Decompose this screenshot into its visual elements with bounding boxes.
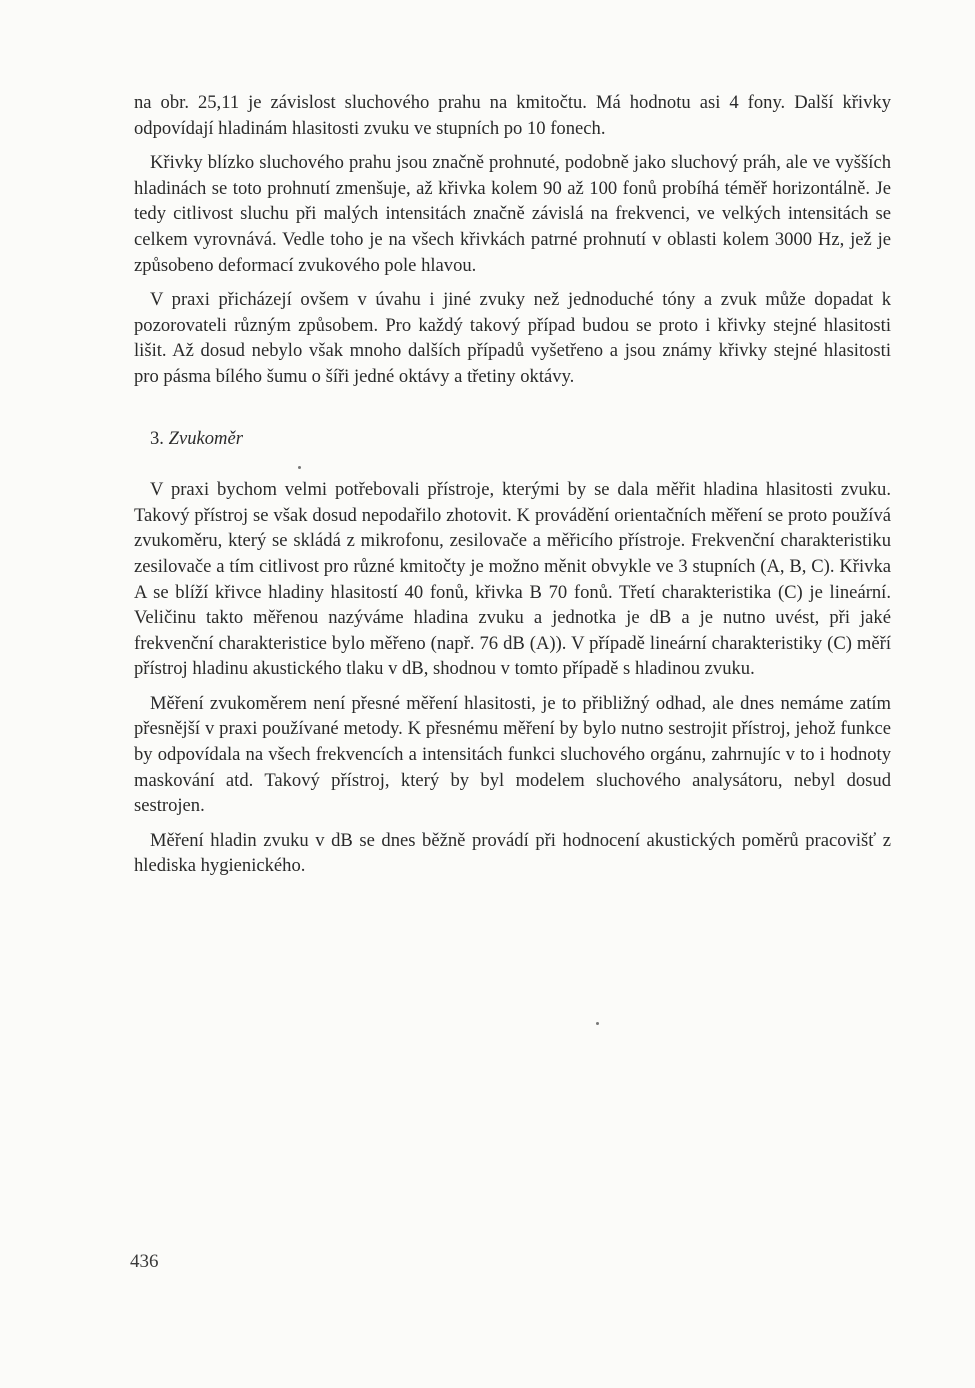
paragraph-4: V praxi bychom velmi potřebovali přístroje, kterými by se dala měřit hladina hlasitosti zvuku. Takový přístroj se však dosud nepodařilo zhotovit. K provádění orientačních měření se proto používá zvukoměru, který se skládá z mikrofonu, zesilovače a měřicího přístroje. Frekvenční charakteristiku zesilovače a tím citlivost pro různé kmitočty je možno měnit obvykle ve 3 stupních (A, B, C). Křivka A se blíží křivce hladiny hlasitostí 40 fonů, křivka B 70 fonů. Třetí charakteristika (C) je lineární. Veličinu takto měřenou nazýváme hladina zvuku a jednotka je dB a je nutno uvést, při jaké frekvenční charakteristice bylo měřeno (např. 76 dB (A)). V případě lineární charakteristiky (C) měří přístroj hladinu akustického tlaku v dB, shodnou v tomto případě s hladinou zvuku. — [134, 479, 891, 680]
paragraph-6: Měření hladin zvuku v dB se dnes běžně provádí při hodnocení akustických poměrů pracovišť z hlediska hygienického. — [134, 829, 891, 877]
page-number: 436 — [130, 1251, 159, 1272]
page-text — [134, 90, 891, 879]
paragraph-2: Křivky blízko sluchového prahu jsou značně prohnuté, podobně jako sluchový práh, ale ve vyšších hladinách se toto prohnutí zmenšuje, až křivka kolem 90 až 100 fonů probíhá téměř horizontálně. Je tedy citlivost sluchu při malých intensitách značně závislá na frekvenci, ve velkých intensitách se celkem vyrovnává. Vedle toho je na všech křivkách patrné prohnutí v oblasti kolem 3000 Hz, jež je způsobeno deformací zvukového pole hlavou. — [134, 152, 891, 276]
paragraph-5: Měření zvukoměrem není přesné měření hlasitosti, je to přibližný odhad, ale dnes nemáme zatím přesnější v praxi používané metody. K přesnému měření by bylo nutno sestrojit přístroj, jehož funkce by odpovídala na všech frekvencích a intensitách funkci sluchového orgánu, zahrnujíc v to i hodnoty maskování atd. Takový přístroj, který by byl modelem sluchového analysátoru, nebyl dosud sestrojen. — [134, 692, 891, 817]
section-title: Zvukoměr — [168, 427, 243, 449]
paragraph-1: na obr. 25,11 je závislost sluchového prahu na kmitočtu. Má hodnotu asi 4 fony. Další křivky odpovídají hladinám hlasitosti zvuku ve stupních po 10 fonech. — [134, 92, 891, 139]
print-speck — [596, 1022, 599, 1025]
section-number: 3. — [150, 427, 164, 449]
section-heading — [150, 426, 891, 452]
paragraph-3: V praxi přicházejí ovšem v úvahu i jiné zvuky než jednoduché tóny a zvuk může dopadat k pozorovateli různým způsobem. Pro každý takový případ budou se proto i křivky stejné hlasitosti lišit. Až dosud nebylo však mnoho dalších případů vyšetřeno a jsou známy křivky stejné hlasitosti pro pásma bílého šumu o šíři jedné oktávy a třetiny oktávy. — [134, 289, 891, 387]
print-speck — [298, 466, 301, 469]
